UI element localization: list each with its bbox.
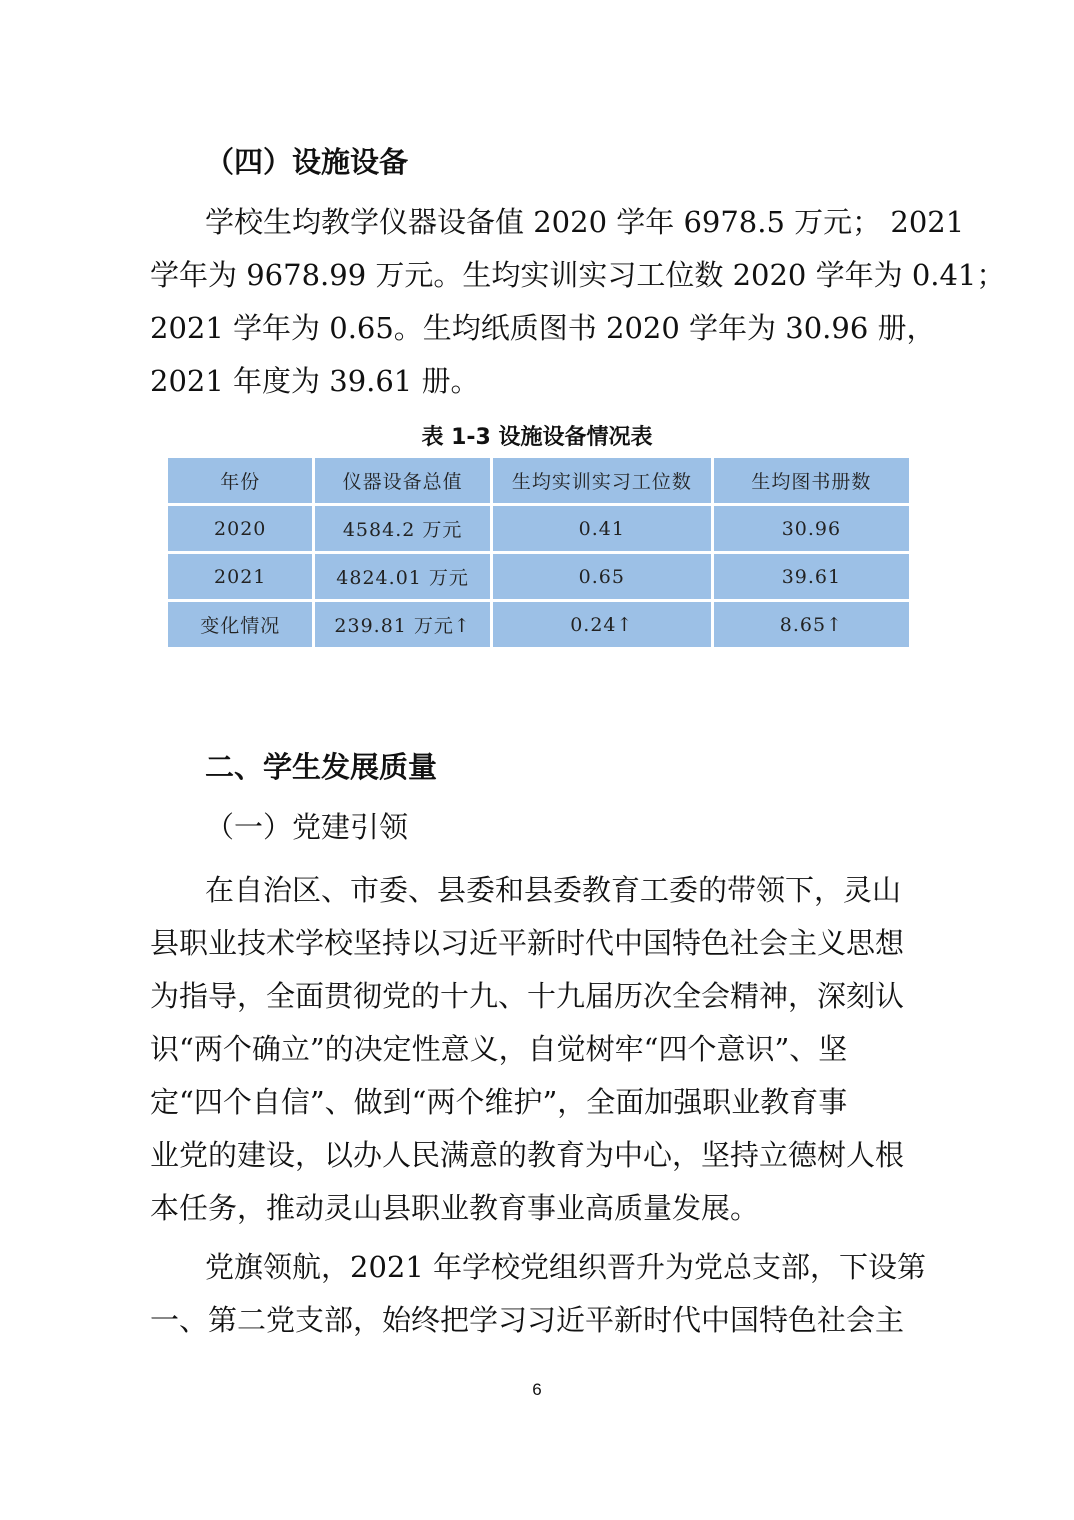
table-header-cell: 生均图书册数: [712, 457, 910, 505]
table-cell: 0.41: [491, 505, 712, 553]
paragraph-line: 学年为 9678.99 万元。生均实训实习工位数 2020 学年为 0.41；: [150, 258, 1006, 292]
facilities-table: [165, 455, 912, 650]
table-cell: 变化情况: [167, 601, 314, 649]
table-row: [167, 505, 911, 553]
section-heading-party-building: （一）党建引领: [205, 810, 409, 844]
paragraph-line: 业党的建设，以办人民满意的教育为中心，坚持立德树人根: [150, 1138, 905, 1172]
paragraph-line: 一、第二党支部，始终把学习习近平新时代中国特色社会主: [150, 1303, 905, 1337]
table-cell: 4584.2 万元: [314, 505, 491, 553]
table-cell: 2020: [167, 505, 314, 553]
table-cell: 30.96: [712, 505, 910, 553]
table-header-cell: 生均实训实习工位数: [491, 457, 712, 505]
table-cell: 4824.01 万元: [314, 553, 491, 601]
table-cell: 239.81 万元↑: [314, 601, 491, 649]
table-cell: 0.65: [491, 553, 712, 601]
paragraph-line: 2021 年度为 39.61 册。: [150, 364, 480, 398]
table-row: [167, 601, 911, 649]
table-header-cell: 年份: [167, 457, 314, 505]
paragraph-line: 学校生均教学仪器设备值 2020 学年 6978.5 万元； 2021: [205, 205, 965, 239]
table-row: [167, 553, 911, 601]
paragraph-line: 党旗领航，2021 年学校党组织晋升为党总支部，下设第: [205, 1250, 927, 1284]
page-number: 6: [532, 1380, 542, 1399]
table-header-cell: 仪器设备总值: [314, 457, 491, 505]
paragraph-line: 识“两个确立”的决定性意义，自觉树牢“四个意识”、坚: [150, 1032, 848, 1066]
table-cell: 8.65↑: [712, 601, 910, 649]
paragraph-line: 本任务，推动灵山县职业教育事业高质量发展。: [150, 1191, 760, 1225]
table-cell: 39.61: [712, 553, 910, 601]
table-header-row: [167, 457, 911, 505]
paragraph-line: 定“四个自信”、做到“两个维护”，全面加强职业教育事: [150, 1085, 848, 1119]
table-cell: 0.24↑: [491, 601, 712, 649]
paragraph-line: 在自治区、市委、县委和县委教育工委的带领下，灵山: [205, 873, 902, 907]
paragraph-line: 县职业技术学校坚持以习近平新时代中国特色社会主义思想: [150, 926, 905, 960]
paragraph-line: 2021 学年为 0.65。生均纸质图书 2020 学年为 30.96 册，: [150, 311, 936, 345]
section-heading-facilities: （四）设施设备: [205, 145, 409, 179]
table-cell: 2021: [167, 553, 314, 601]
chapter-heading-student-development: 二、学生发展质量: [205, 750, 438, 784]
table-caption: 表 1-3 设施设备情况表: [421, 425, 653, 450]
paragraph-line: 为指导，全面贯彻党的十九、十九届历次全会精神，深刻认: [150, 979, 905, 1013]
